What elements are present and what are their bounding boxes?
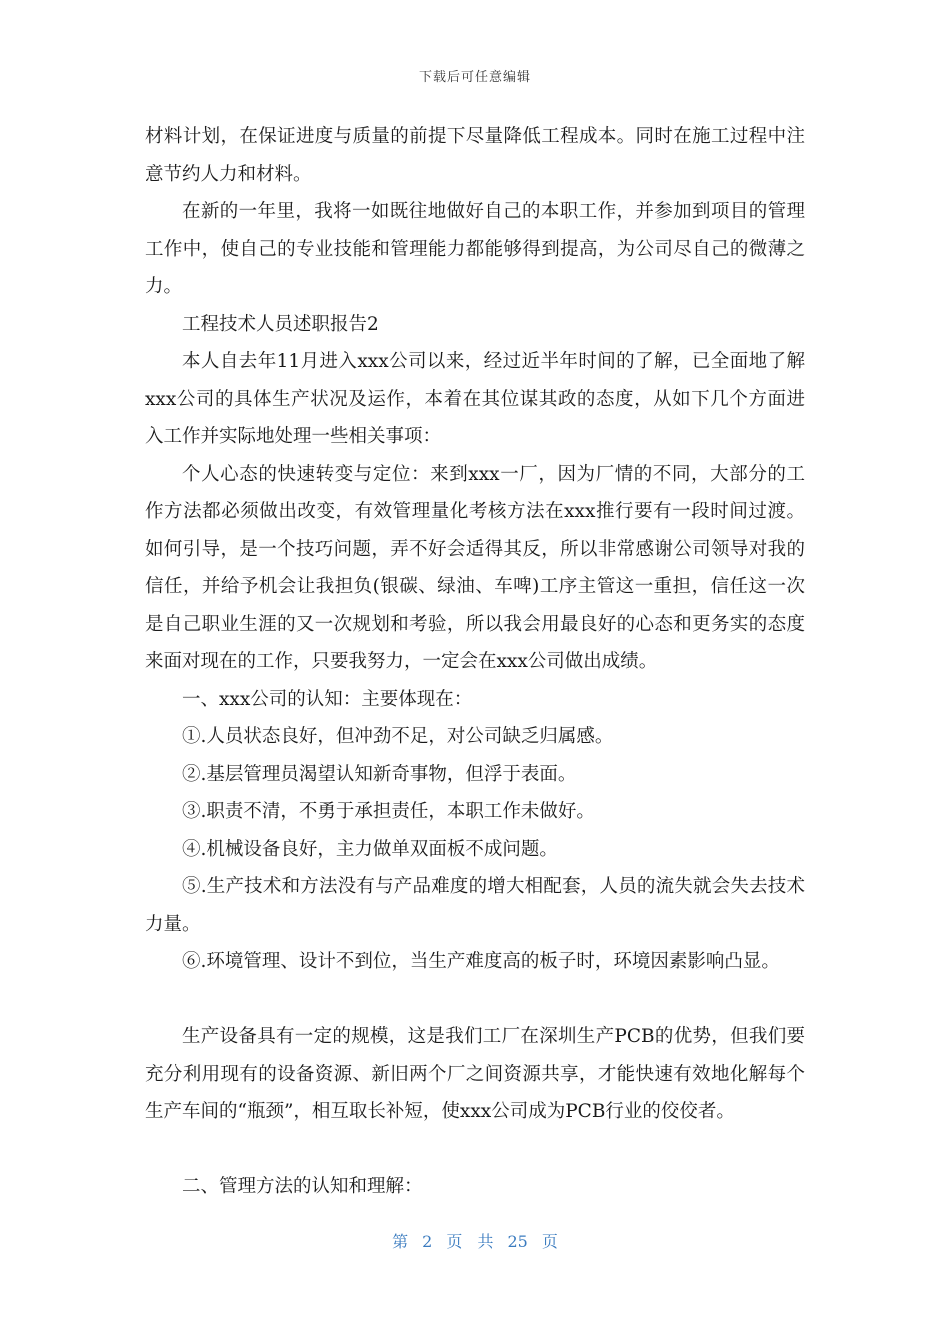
list-item: ②.基层管理员渴望认知新奇事物，但浮于表面。 <box>182 763 577 785</box>
list-item: ③.职责不清，不勇于承担责任，本职工作未做好。 <box>182 801 595 822</box>
section-title: 工程技术人员述职报告2 <box>182 313 379 335</box>
blank-line <box>145 981 805 1019</box>
paragraph: 个人心态的快速转变与定位：来到xxx一厂，因为厂情的不同，大部分的工作方法都必须做出改变，有效管理量化考核方法在xxx推行要有一段时间过渡。如何引导，是一个技巧问题，弄不好会适得其反，所以非常感谢公司领导对我的信任，并给予机会让我担负(银碳、绿油、车啤)工序主管这一重担，信任这一次是自己职业生涯的又一次规划和考验，所以我会用最良好的心态和更务实的态度来面对现在的工作，只要我努力，一定会在xxx公司做出成绩。 <box>145 463 805 672</box>
footer-current-page: 2 <box>422 1232 433 1251</box>
footer-label-of: 页 共 <box>446 1232 494 1251</box>
paragraph: 材料计划，在保证进度与质量的前提下尽量降低工程成本。同时在施工过程中注意节约人力和材料。 <box>145 126 805 185</box>
list-item: ⑥.环境管理、设计不到位，当生产难度高的板子时，环境因素影响凸显。 <box>182 951 780 972</box>
document-body <box>145 118 805 1206</box>
section-heading: 二、管理方法的认知和理解： <box>182 1176 423 1197</box>
list-item: ⑤.生产技术和方法没有与产品难度的增大相配套，人员的流失就会失去技术力量。 <box>145 876 805 935</box>
footer-label-pages: 页 <box>541 1232 558 1251</box>
page-footer <box>0 1229 950 1252</box>
blank-line <box>145 1131 805 1169</box>
list-item: ④.机械设备良好，主力做单双面板不成问题。 <box>182 838 558 860</box>
paragraph: 在新的一年里，我将一如既往地做好自己的本职工作，并参加到项目的管理工作中，使自己的专业技能和管理能力都能够得到提高，为公司尽自己的微薄之力。 <box>145 201 805 297</box>
paragraph: 本人自去年11月进入xxx公司以来，经过近半年时间的了解，已全面地了解xxx公司的具体生产状况及运作，本着在其位谋其政的态度，从如下几个方面进入工作并实际地处理一些相关事项： <box>145 351 805 447</box>
page-header: 下载后可任意编辑 <box>418 70 531 85</box>
footer-total-pages: 25 <box>507 1232 528 1251</box>
section-heading: 一、xxx公司的认知：主要体现在： <box>182 688 473 710</box>
footer-label-page: 第 <box>392 1232 409 1251</box>
list-item: ①.人员状态良好，但冲劲不足，对公司缺乏归属感。 <box>182 726 614 747</box>
paragraph: 生产设备具有一定的规模，这是我们工厂在深圳生产PCB的优势，但我们要充分利用现有的设备资源、新旧两个厂之间资源共享，才能快速有效地化解每个生产车间的“瓶颈”，相互取长补短，使xxx公司成为PCB行业的佼佼者。 <box>145 1026 805 1122</box>
